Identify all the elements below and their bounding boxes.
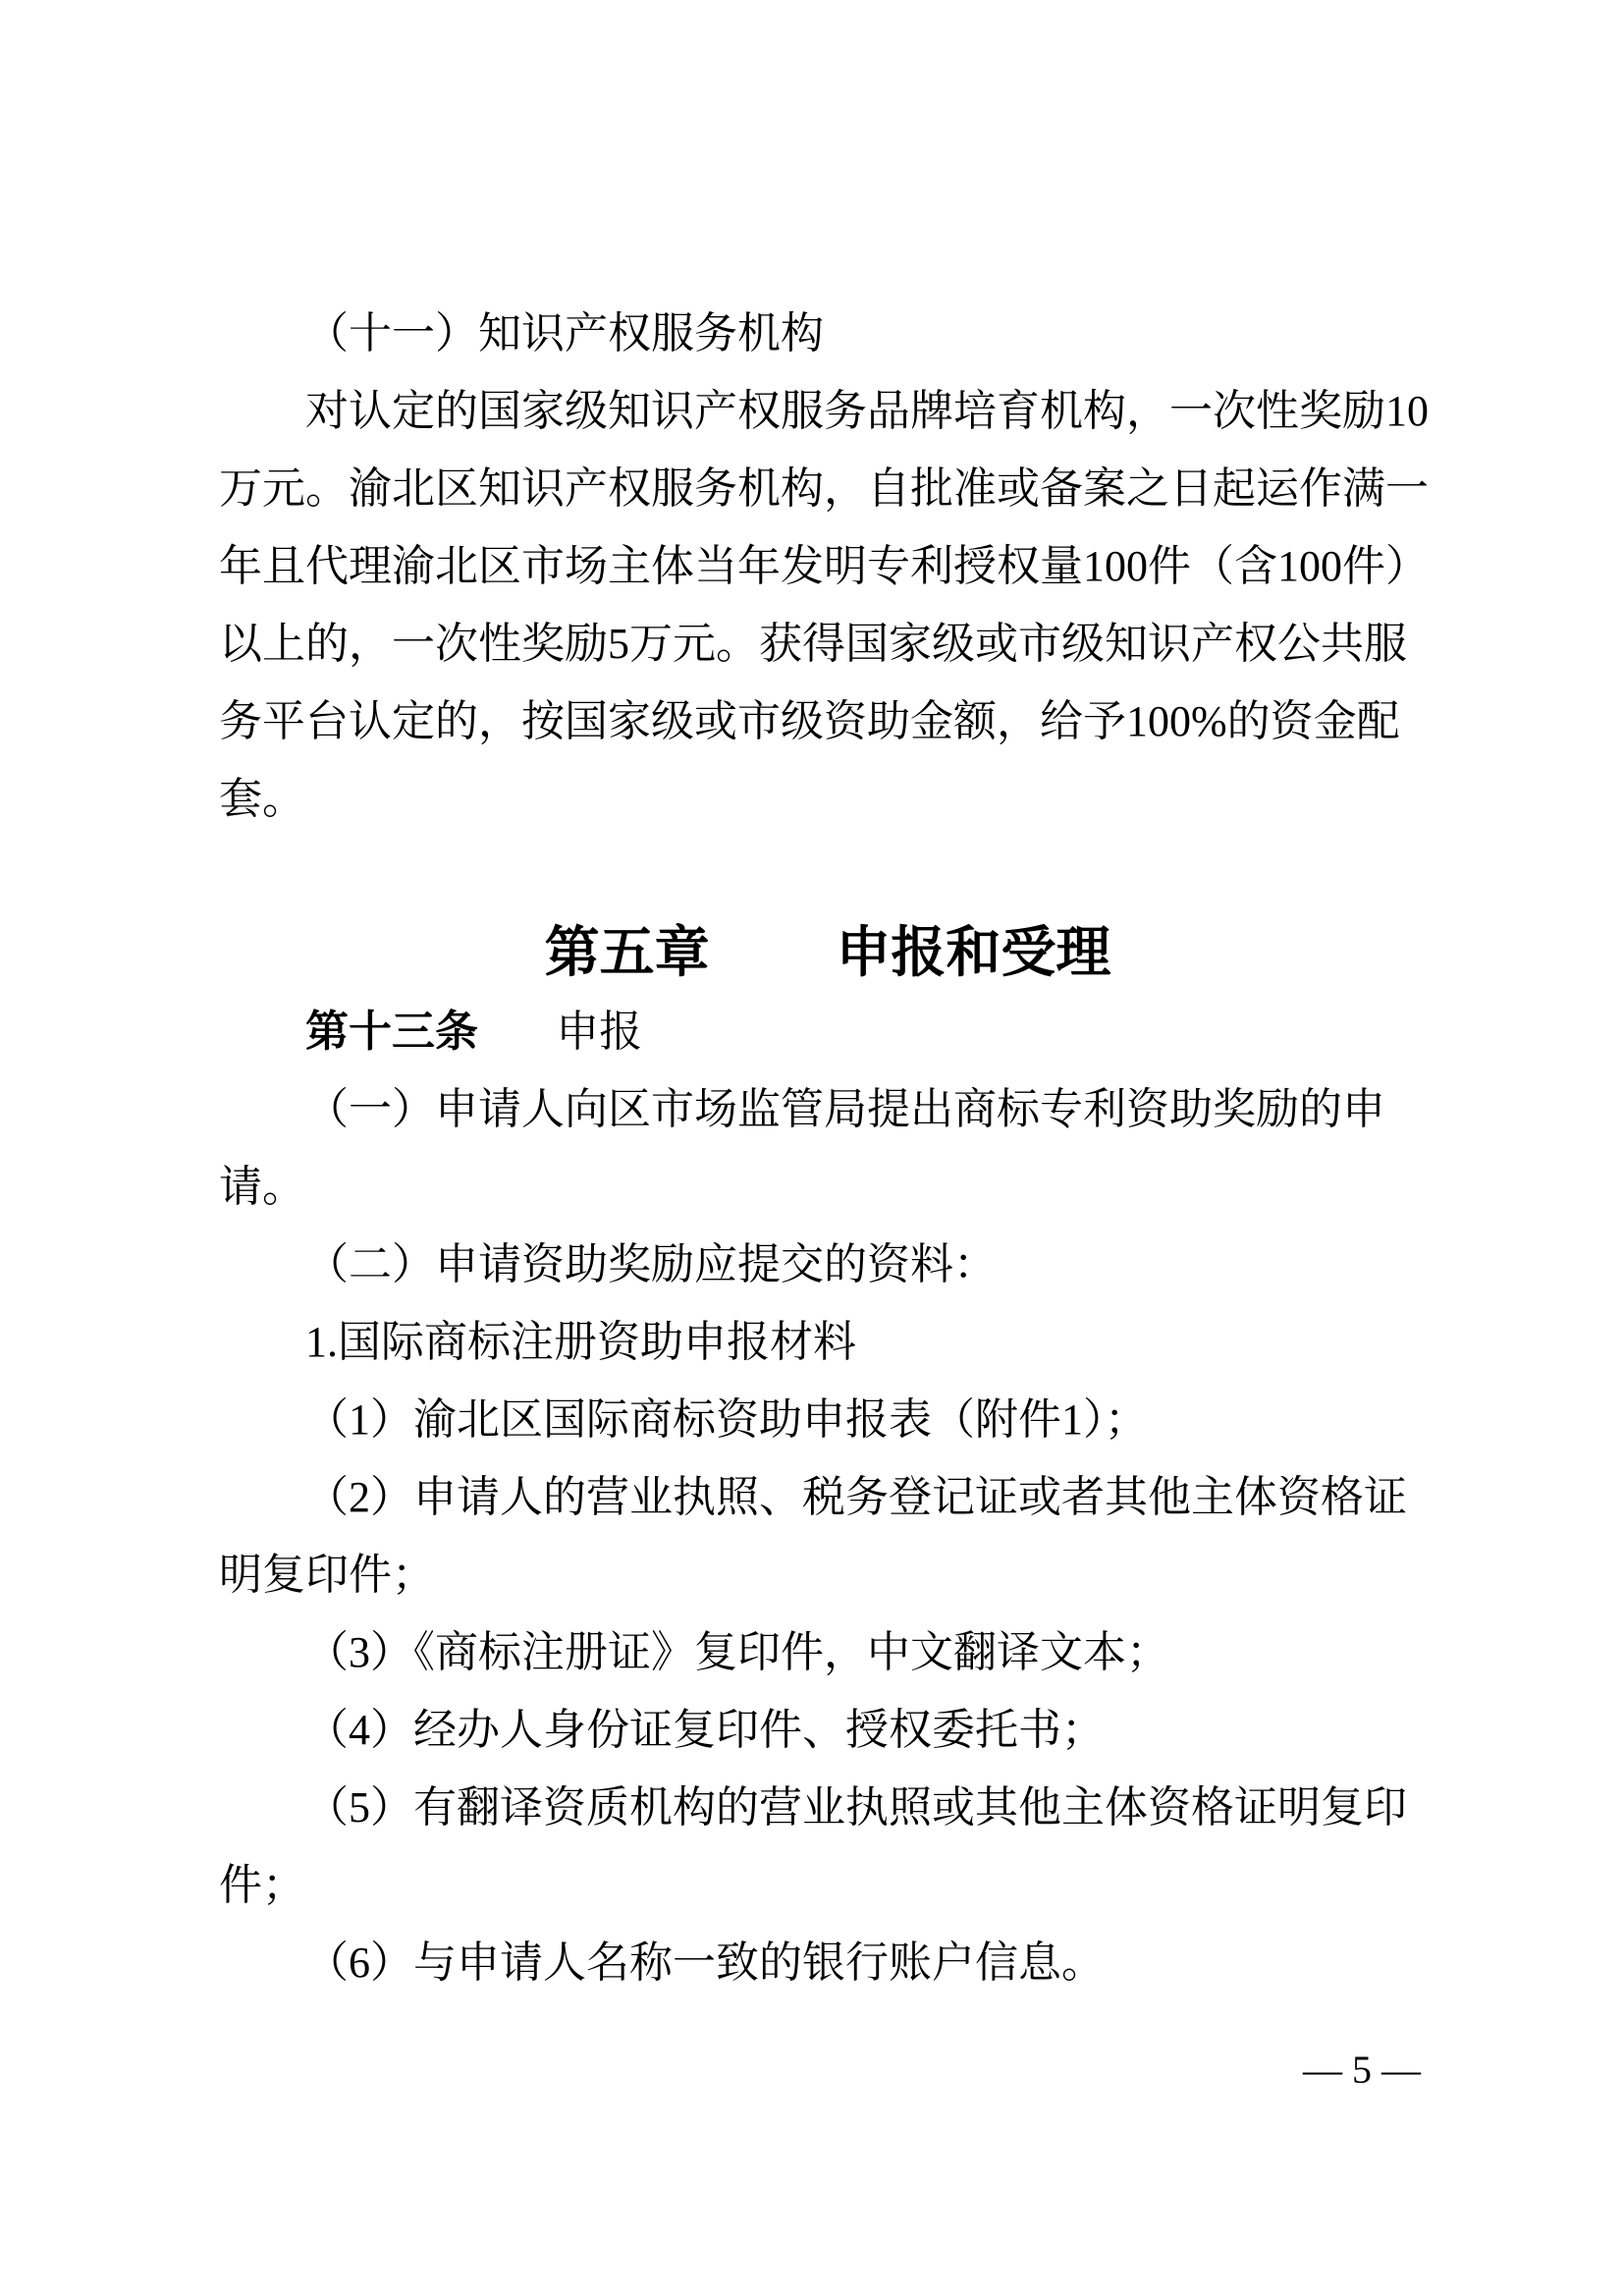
article-13-line <box>219 993 1436 1070</box>
body-line: 年且代理渝北区市场主体当年发明专利授权量100件（含100件） <box>219 542 1429 590</box>
section-item-11-label: （十一）知识产权服务机构 <box>305 309 824 357</box>
chapter-heading <box>219 915 1436 993</box>
article-title: 申报 <box>556 1008 643 1056</box>
body-line: 务平台认定的，按国家级或市级资助金额，给予100%的资金配 <box>219 697 1400 745</box>
clause-1-line: 请。 <box>219 1163 305 1211</box>
clause-1-line: （一）申请人向区市场监管局提出商标专利资助奖励的申 <box>305 1085 1385 1133</box>
material-item-3: （3）《商标注册证》复印件，中文翻译文本； <box>305 1628 1169 1676</box>
material-item-4: （4）经办人身份证复印件、授权委托书； <box>305 1706 1105 1754</box>
material-item-1: （1）渝北区国际商标资助申报表（附件1）； <box>305 1395 1148 1444</box>
material-item-2: （2）申请人的营业执照、税务登记证或者其他主体资格证 <box>305 1473 1407 1521</box>
material-item-5: 件； <box>219 1861 305 1909</box>
body-line: 以上的，一次性奖励5万元。获得国家级或市级知识产权公共服 <box>219 620 1407 668</box>
material-item-5: （5）有翻译资质机构的营业执照或其他主体资格证明复印 <box>305 1783 1407 1831</box>
clause-2-line: （二）申请资助奖励应提交的资料： <box>305 1240 997 1288</box>
material-item-2: 明复印件； <box>219 1551 435 1599</box>
article-number: 第十三条 <box>305 1008 478 1056</box>
document-body <box>219 295 1436 2001</box>
page-number: — 5 — <box>1303 2048 1421 2092</box>
chapter-number: 第五章 <box>544 923 710 984</box>
body-line: 万元。渝北区知识产权服务机构，自批准或备案之日起运作满一 <box>219 465 1429 513</box>
body-line: 对认定的国家级知识产权服务品牌培育机构，一次性奖励10 <box>305 387 1429 435</box>
material-item-6: （6）与申请人名称一致的银行账户信息。 <box>305 1939 1105 1987</box>
chapter-title: 申报和受理 <box>836 923 1111 984</box>
body-line: 套。 <box>219 775 305 823</box>
item-1-heading: 1.国际商标注册资助申报材料 <box>305 1318 856 1366</box>
